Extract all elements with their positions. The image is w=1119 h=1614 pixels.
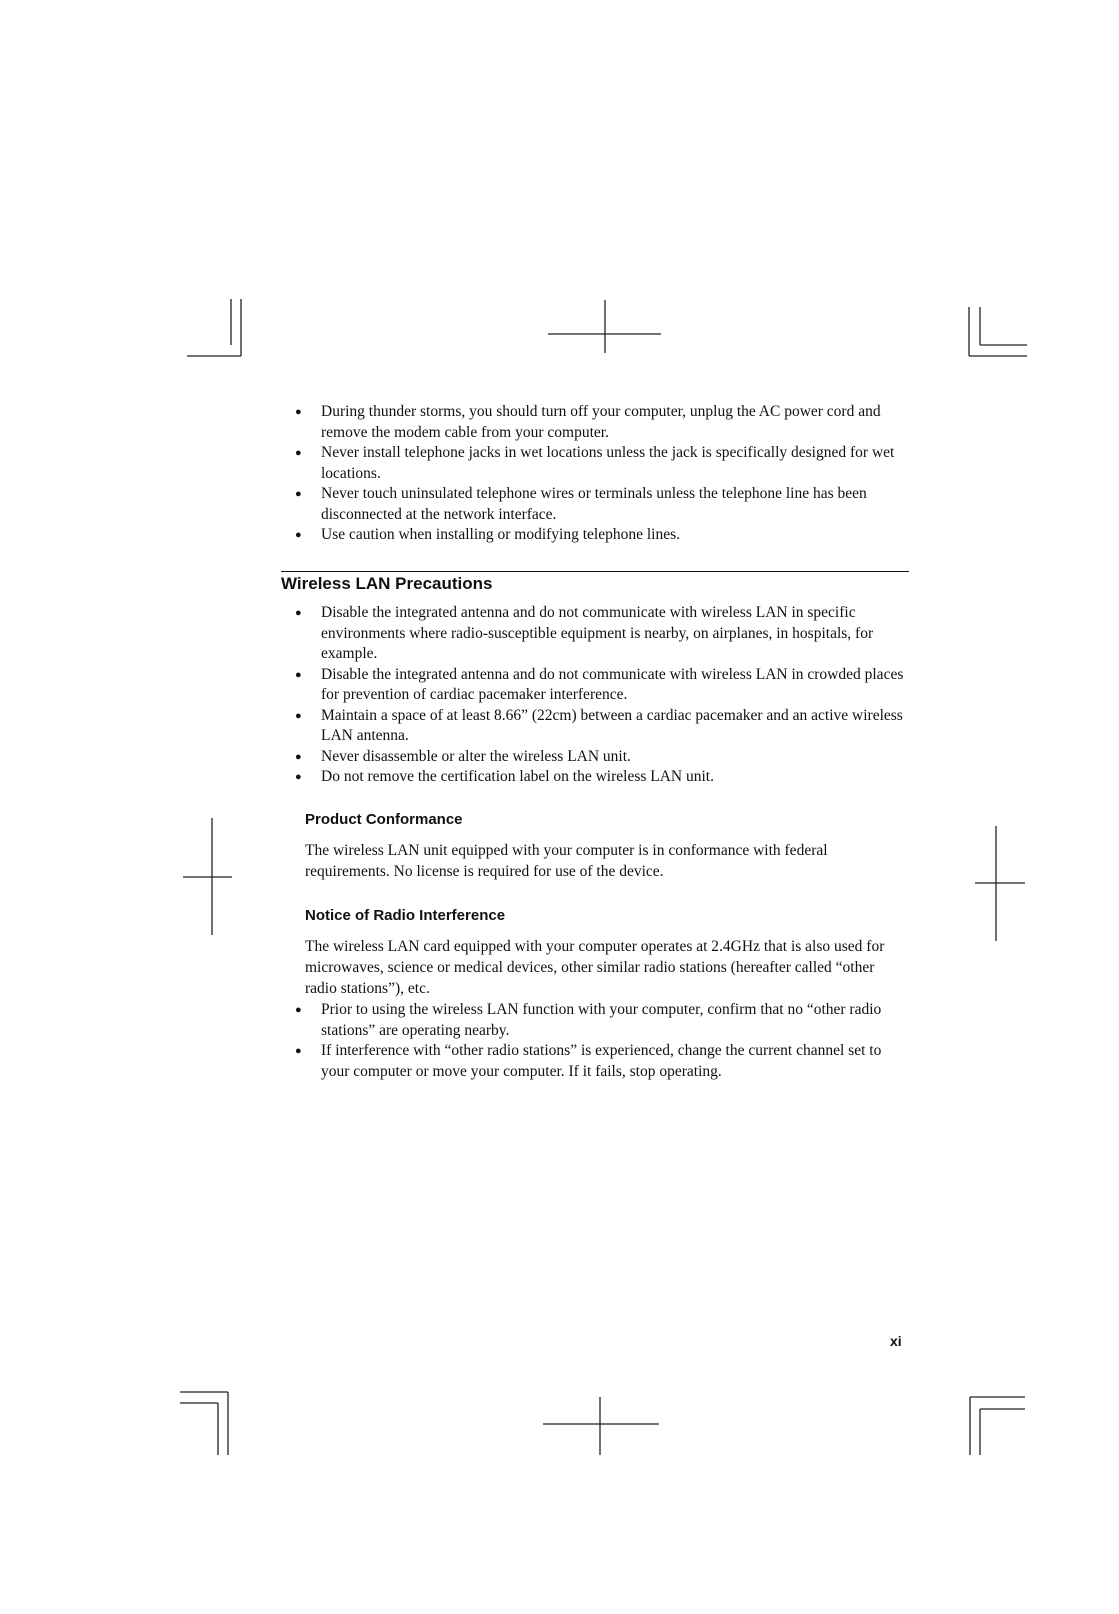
list-item: ● Disable the integrated antenna and do not communicate with wireless LAN in specific environments where radio-susceptible equipment is nearby, on airplanes, in hospitals, for example. [295,603,905,665]
list-item: ● Do not remove the certification label on the wireless LAN unit. [295,767,905,788]
section-heading-wireless: Wireless LAN Precautions [281,571,909,594]
intro-bullet-list [295,402,905,546]
list-item: ● Prior to using the wireless LAN function with your computer, confirm that no “other radio stations” are operating nearby. [295,1000,905,1041]
wireless-section [295,603,905,788]
radio-bullet-list [295,1000,905,1082]
subheading-radio-interference: Notice of Radio Interference [305,907,506,924]
wireless-bullet-list [295,603,905,788]
list-item: ● Disable the integrated antenna and do not communicate with wireless LAN in crowded places for prevention of cardiac pacemaker interference. [295,665,905,706]
list-item: ● Maintain a space of at least 8.66” (22cm) between a cardiac pacemaker and an active wireless LAN antenna. [295,706,905,747]
list-item: ● Use caution when installing or modifying telephone lines. [295,525,905,546]
radio-section [295,1000,905,1082]
list-item: ● Never touch uninsulated telephone wires or terminals unless the telephone line has been disconnected at the network interface. [295,484,905,525]
conformance-paragraph: The wireless LAN unit equipped with your computer is in conformance with federal requirements. No license is required for use of the device. [305,842,828,880]
list-item: ● Never install telephone jacks in wet locations unless the jack is specifically designed for wet locations. [295,443,905,484]
radio-paragraph: The wireless LAN card equipped with your computer operates at 2.4GHz that is also used for microwaves, science or medical devices, other similar radio stations (hereafter called “other radio stations”), etc. [305,938,885,997]
subheading-product-conformance: Product Conformance [305,811,463,828]
list-item: ● Never disassemble or alter the wireless LAN unit. [295,747,905,768]
list-item: ● During thunder storms, you should turn off your computer, unplug the AC power cord and remove the modem cable from your computer. [295,402,905,443]
list-item: ● If interference with “other radio stations” is experienced, change the current channel set to your computer or move your computer. If it fails, stop operating. [295,1041,905,1082]
intro-section [295,402,905,546]
page-number: xi [890,1333,902,1349]
